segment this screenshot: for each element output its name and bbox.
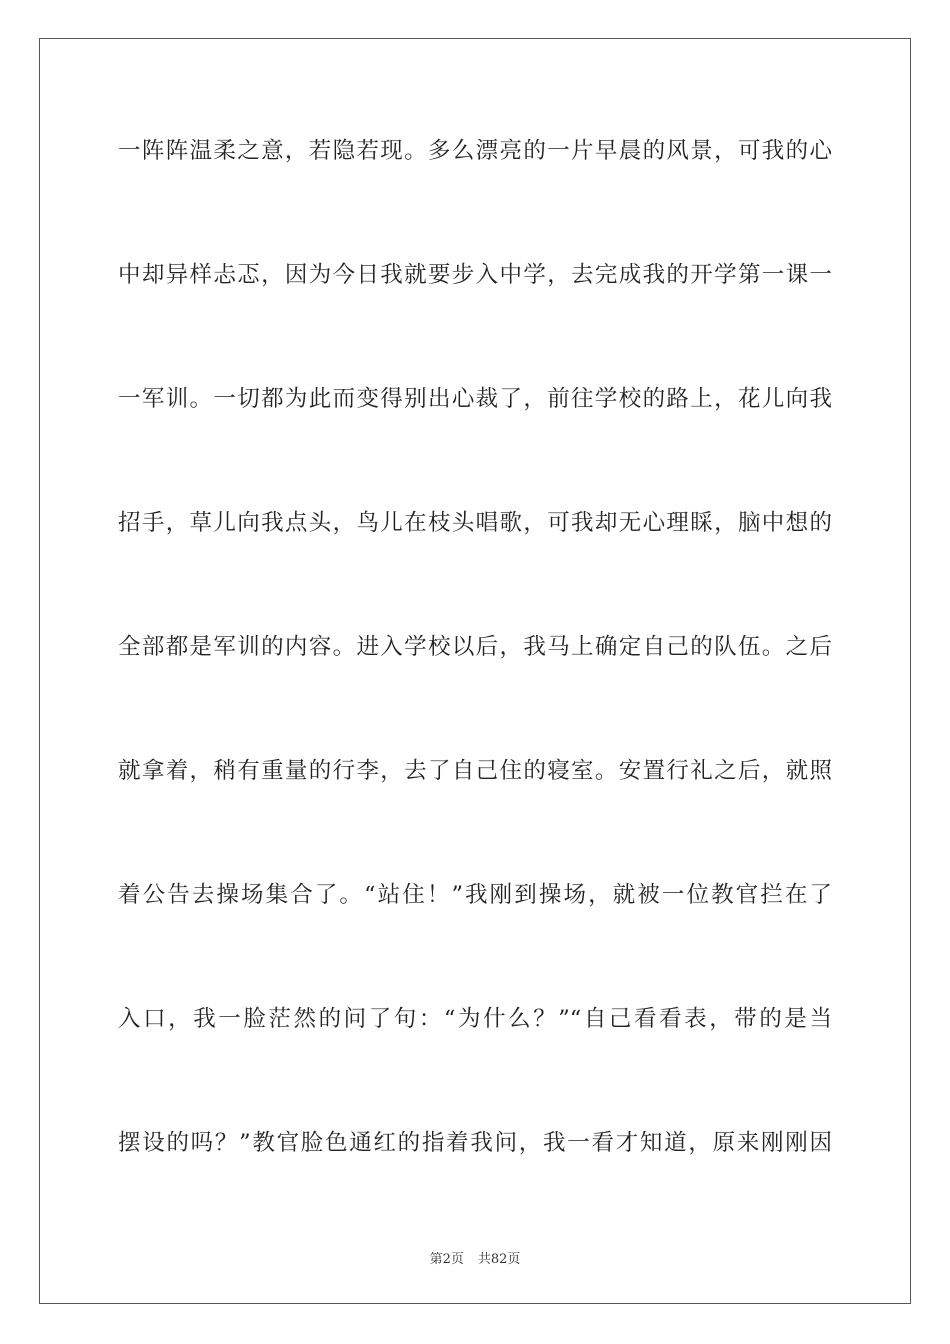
text-line: 一阵阵温柔之意，若隐若现。多么漂亮的一片早晨的风景，可我的心 xyxy=(118,138,832,164)
text-line: 入口，我一脸茫然的问了句：“为什么？”“自己看看表，带的是当 xyxy=(118,1006,832,1032)
text-line: 招手，草儿向我点头，鸟儿在枝头唱歌，可我却无心理睬，脑中想的 xyxy=(118,510,832,536)
page-number: 第2页 xyxy=(429,1252,464,1267)
text-line: 一军训。一切都为此而变得别出心裁了，前往学校的路上，花儿向我 xyxy=(118,386,832,412)
page-footer xyxy=(0,1248,950,1267)
text-line: 中却异样忐忑，因为今日我就要步入中学，去完成我的开学第一课一 xyxy=(118,262,832,288)
text-line: 就拿着，稍有重量的行李，去了自己住的寝室。安置行礼之后，就照 xyxy=(118,758,832,784)
text-line: 着公告去操场集合了。“站住！”我刚到操场，就被一位教官拦在了 xyxy=(118,882,832,908)
text-line: 摆设的吗？”教官脸色通红的指着我问，我一看才知道，原来刚刚因 xyxy=(118,1130,832,1156)
text-line: 全部都是军训的内容。进入学校以后，我马上确定自己的队伍。之后 xyxy=(118,634,832,660)
body-text xyxy=(118,128,832,1244)
total-pages: 共82页 xyxy=(477,1252,521,1267)
